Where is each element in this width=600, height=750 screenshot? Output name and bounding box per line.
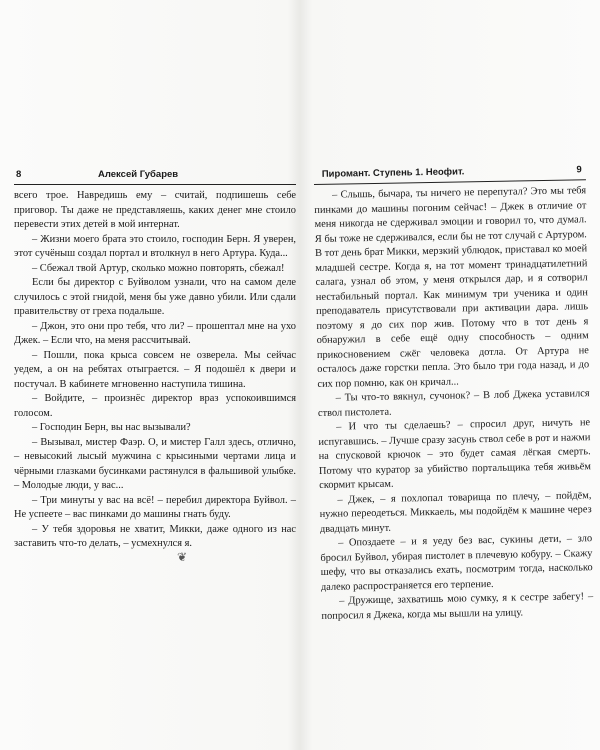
right-running-header bbox=[314, 163, 586, 185]
paragraph: – Вызывал, мистер Фаэр. О, и мистер Галл здесь, отлично, – невысокий лысый мужчина с крысиными чертами лица и чёрными глазками бусинками растянулся в фальшивой улыбке. – Молодые люди, у вас... bbox=[14, 436, 296, 491]
right-page-text bbox=[314, 184, 594, 624]
paragraph: – Ты что-то вякнул, сучонок? – В лоб Джека уставился ствол пистолета. bbox=[317, 388, 590, 419]
paragraph: всего трое. Навредишь ему – считай, подпишешь себе приговор. Ты даже не представляешь, каких денег мне стоило перевести этих детей в мой интернат. bbox=[14, 190, 296, 230]
paragraph: – Господин Берн, вы нас вызывали? bbox=[32, 422, 191, 433]
left-page-text bbox=[14, 189, 296, 552]
paragraph: – Сбежал твой Артур, сколько можно повторять, сбежал! bbox=[32, 262, 285, 274]
paragraph: Если бы директор с Буйволом узнали, что на самом деле случилось с этой гнидой, меня бы уже давно убили. Или сдали правительству от греха подальше. bbox=[14, 277, 296, 317]
ornament-icon: ❦ bbox=[177, 550, 188, 564]
paragraph: – Дружище, захватишь мою сумку, я к сестре забегу! – попросил я Джека, когда мы вышли на улицу. bbox=[321, 591, 594, 622]
paragraph: – Пошли, пока крыса совсем не озверела. Мы сейчас уедем, а он на ребятах отыграется. – Я подошёл к двери и постучал. В кабинете мгновенно наступила тишина. bbox=[14, 349, 296, 390]
right-page-number: 9 bbox=[576, 164, 582, 176]
paragraph: – И что ты сделаешь? – спросил друг, ничуть не испугавшись. – Лучше сразу засунь ствол себе в рот и нажми на спусковой крючок – это будет самая лёгкая смерть. Потому что куратор за убийство портальщика тебя живьём скормит крысам. bbox=[318, 417, 591, 491]
paragraph: – Войдите, – произнёс директор враз успокоившимся голосом. bbox=[14, 393, 296, 419]
left-page bbox=[14, 168, 296, 588]
paragraph: – Три минуты у вас на всё! – перебил директора Буйвол. – Не успеете – вас пинками до машины гнать буду. bbox=[14, 494, 296, 520]
paragraph: – У тебя здоровья не хватит, Микки, даже одного из нас заставить что-то делать, – усмехнулся я. bbox=[14, 523, 296, 549]
paragraph: – Джек, – я похлопал товарища по плечу, – пойдём, нужно переодеться. Миккаель, мы подойдём к машине через двадцать минут. bbox=[319, 489, 592, 535]
right-running-head: Пиромант. Ступень 1. Неофит. bbox=[321, 166, 465, 180]
left-running-head: Алексей Губарев bbox=[98, 169, 179, 180]
paragraph: – Слышь, бычара, ты ничего не перепутал? Это мы тебя пинками до машины погоним сейчас! – Джек в отличие от меня никогда не сдерживал эмоции и говорил то, что думал. Я бы тоже не сдерживался, если бы не тот случай с Артуром. В тот день брат Микки, мерзкий ублюдок, приставал ко моей младшей сестре. Когда я, на тот момент тринадцатилетний салага, узнал об этом, у меня открылся дар, и я сотворил нестабильный портал. Как минимум три ученика и один преподаватель присутствовали при активации дара. лишь поэтому я до сих пор жив. Потому что в тот день я обнаружил в себе ещё одну способность – одним прикосновением сжёг человека дотла. От Артура не осталось даже горстки пепла. Это было три года назад, и до сих пор помню, как он кричал... bbox=[314, 185, 590, 390]
paragraph: – Жизни моего брата это стоило, господин Берн. Я уверен, этот сучёныш создал портал и втолкнул в него Артура. Куда... bbox=[14, 233, 296, 259]
right-page bbox=[314, 164, 594, 622]
paragraph: – Джон, это они про тебя, что ли? – прошептал мне на ухо Джек. – Если что, на меня рассчитывай. bbox=[14, 320, 296, 346]
left-running-header bbox=[14, 168, 296, 185]
paragraph: – Опоздаете – и я уеду без вас, сукины дети, – зло бросил Буйвол, убирая пистолет в плечевую кобуру. – Скажу шефу, что вы отказались ехать, посмотрим тогда, насколько далеко распространяется его терпение. bbox=[320, 533, 593, 593]
left-page-number: 8 bbox=[16, 169, 22, 180]
